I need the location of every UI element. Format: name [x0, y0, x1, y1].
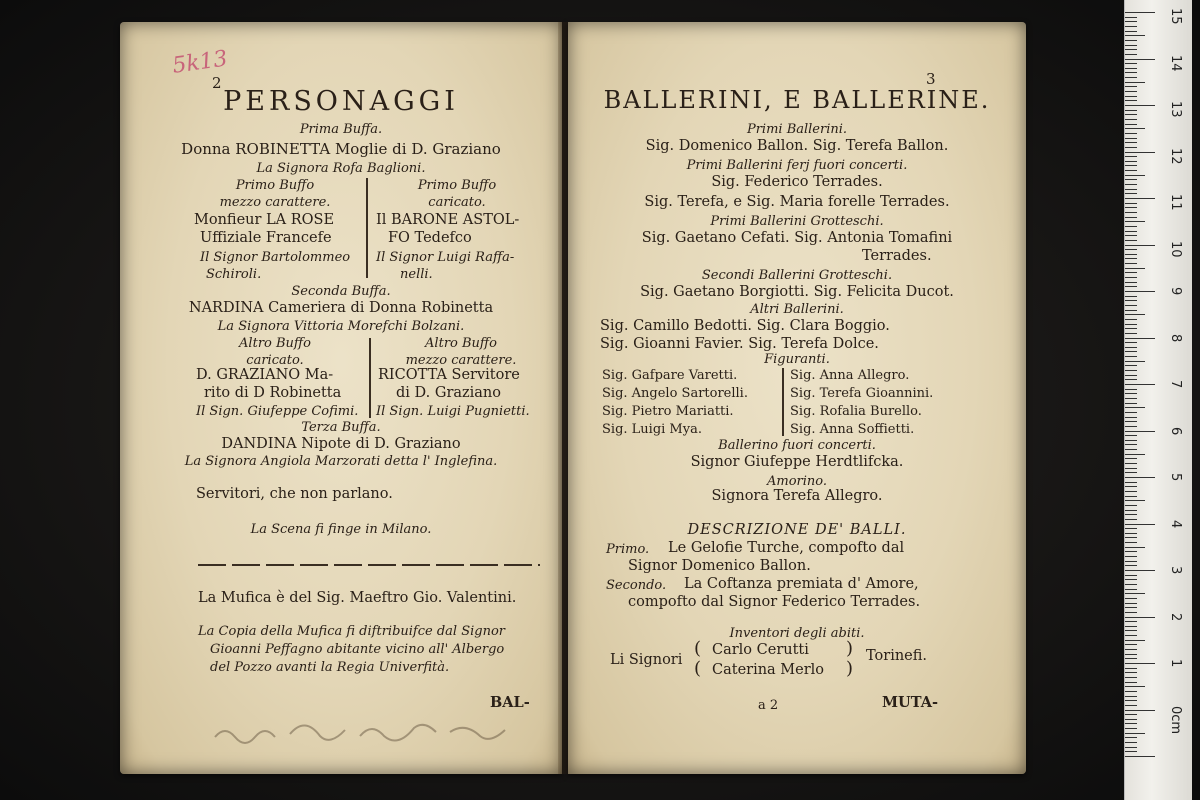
- ruler-tick: [1125, 165, 1137, 166]
- astolfo-line1: Il BARONE ASTOL-: [376, 212, 520, 228]
- ruler-number: 8: [1168, 333, 1183, 342]
- ruler-tick: [1125, 505, 1137, 506]
- altro-buffo-b: Altro Buffo: [425, 336, 497, 351]
- ruler-tick: [1125, 100, 1137, 101]
- ruler-tick: [1125, 231, 1137, 232]
- ruler-tick: [1125, 747, 1137, 748]
- ruler-tick: [1125, 449, 1137, 450]
- ruler-tick: [1125, 245, 1155, 246]
- ruler-tick: [1125, 593, 1145, 594]
- ruler-tick: [1125, 59, 1155, 60]
- ruler-tick: [1125, 640, 1145, 641]
- ruler-tick: [1125, 496, 1137, 497]
- ruler-number: 11: [1168, 194, 1183, 211]
- primi-line: Sig. Domenico Ballon. Sig. Terefa Ballon.: [645, 138, 949, 154]
- ruler-tick: [1125, 719, 1137, 720]
- actor-cofimi: Il Sign. Giufeppe Cofimi.: [196, 404, 359, 419]
- graziano-line1: D. GRAZIANO Ma-: [196, 367, 334, 383]
- actor-pugnietti: Il Sign. Luigi Pugnietti.: [376, 404, 530, 419]
- ruler-tick: [1125, 124, 1137, 125]
- inventore-1: Carlo Cerutti: [712, 642, 809, 658]
- ruler-tick: [1125, 417, 1137, 418]
- primo-label: Primo.: [606, 542, 650, 557]
- ruler-tick: [1125, 654, 1137, 655]
- ruler-tick: [1125, 128, 1145, 129]
- catchword-left: BAL-: [490, 694, 530, 711]
- ruler-tick: [1125, 710, 1155, 711]
- ruler-tick: [1125, 40, 1137, 41]
- figuranti-divider: [782, 368, 784, 436]
- ruler-tick: [1125, 742, 1137, 743]
- ruler-tick: [1125, 91, 1137, 92]
- ruler-tick: [1125, 68, 1137, 69]
- figurante-right-2: Sig. Terefa Gioannini.: [790, 386, 934, 401]
- ruler-tick: [1125, 630, 1137, 631]
- ruler-number: 10: [1168, 240, 1183, 258]
- ruler-tick: [1125, 133, 1137, 134]
- ruler-tick: [1125, 314, 1145, 315]
- ruler-tick: [1125, 570, 1155, 571]
- ruler-tick: [1125, 547, 1145, 548]
- ruler-tick: [1125, 626, 1137, 627]
- ruler-number: 0cm: [1168, 705, 1183, 734]
- mezzo-carattere-b: mezzo carattere.: [405, 353, 517, 368]
- ruler-tick: [1125, 45, 1137, 46]
- faded-signature-icon: [210, 712, 540, 752]
- left-page: [120, 22, 562, 774]
- primo-buffo-a: Primo Buffo: [235, 178, 315, 193]
- inventori-heading: Inventori degli abiti.: [729, 626, 865, 641]
- caricato-a: caricato.: [246, 353, 304, 368]
- ruler-tick: [1125, 737, 1137, 738]
- ruler-tick: [1125, 421, 1137, 422]
- ruler-tick: [1125, 217, 1137, 218]
- ruler-tick: [1125, 556, 1137, 557]
- ruler-tick: [1125, 589, 1137, 590]
- ruler-tick: [1125, 342, 1137, 343]
- ruler-tick: [1125, 426, 1137, 427]
- ruler-tick: [1125, 537, 1137, 538]
- ruler-tick: [1125, 431, 1155, 432]
- ruler-tick: [1125, 491, 1137, 492]
- ruler-tick: [1125, 565, 1137, 566]
- actor-luigi-raffa-1: Il Signor Luigi Raffa-: [376, 250, 515, 265]
- figurante-left-1: Sig. Gafpare Varetti.: [602, 368, 738, 383]
- seconda-buffa-heading: Seconda Buffa.: [291, 284, 391, 299]
- ruler-tick: [1125, 458, 1137, 459]
- ruler-tick: [1125, 723, 1137, 724]
- figurante-right-3: Sig. Rofalia Burello.: [790, 404, 922, 419]
- ruler-tick: [1125, 407, 1145, 408]
- ruler-tick: [1125, 393, 1137, 394]
- figuranti-heading: Figuranti.: [764, 352, 830, 367]
- ruler-tick: [1125, 179, 1137, 180]
- ruler-tick: [1125, 82, 1145, 83]
- ruler-tick: [1125, 705, 1137, 706]
- ruler-tick: [1125, 86, 1137, 87]
- ruler-tick: [1125, 356, 1137, 357]
- ricotta-line1: RICOTTA Servitore: [378, 367, 520, 383]
- servitori-line: Servitori, che non parlano.: [196, 486, 393, 502]
- ruler-tick: [1125, 403, 1137, 404]
- amorino-heading: Amorino.: [766, 474, 828, 489]
- ruler-tick: [1125, 751, 1137, 752]
- ruler-tick: [1125, 221, 1145, 222]
- ruler-tick: [1125, 584, 1137, 585]
- altri-heading: Altri Ballerini.: [750, 302, 844, 317]
- ruler-tick: [1125, 184, 1137, 185]
- ruler-number: 15: [1168, 8, 1183, 25]
- torinesi: Torinefi.: [866, 648, 928, 664]
- ruler-tick: [1125, 379, 1137, 380]
- descrizione-heading: DESCRIZIONE DE' BALLI.: [687, 522, 907, 538]
- favier-line: Sig. Gioanni Favier. Sig. Terefa Dolce.: [600, 336, 879, 352]
- ruler-tick: [1125, 598, 1137, 599]
- separator-rule: [198, 564, 540, 566]
- ruler-number: 5: [1168, 473, 1183, 482]
- figurante-left-4: Sig. Luigi Mya.: [602, 422, 702, 437]
- terza-buffa-heading: Terza Buffa.: [301, 420, 381, 435]
- ruler-tick: [1125, 365, 1137, 366]
- ruler-number: 12: [1168, 147, 1183, 165]
- ruler-tick: [1125, 310, 1137, 311]
- ruler-tick: [1125, 482, 1137, 483]
- ruler-tick: [1125, 477, 1155, 478]
- prima-buffa-heading: Prima Buffa.: [299, 122, 383, 137]
- terrades-federico: Sig. Federico Terrades.: [711, 174, 883, 190]
- mezzo-carattere-a: mezzo carattere.: [219, 195, 331, 210]
- primi-ballerini-heading: Primi Ballerini.: [746, 122, 848, 137]
- ruler-tick: [1125, 514, 1137, 515]
- caricato-b: caricato.: [428, 195, 486, 210]
- ruler-tick: [1125, 412, 1137, 413]
- ruler-tick: [1125, 524, 1155, 525]
- ruler-tick: [1125, 519, 1137, 520]
- ruler-tick: [1125, 324, 1137, 325]
- nardina-line: NARDINA Cameriera di Donna Robinetta: [188, 300, 494, 316]
- ruler-tick: [1125, 147, 1137, 148]
- page-title: PERSONAGGI: [223, 86, 459, 117]
- ruler-tick: [1125, 486, 1137, 487]
- ruler-tick: [1125, 454, 1145, 455]
- ruler-tick: [1125, 142, 1137, 143]
- ruler-tick: [1125, 272, 1137, 273]
- ruler-tick: [1125, 682, 1137, 683]
- ruler-tick: [1125, 254, 1137, 255]
- ruler-tick: [1125, 175, 1145, 176]
- stamp-mark-icon: [168, 42, 264, 78]
- astolfo-line2: FO Tedefco: [388, 230, 472, 246]
- ruler-tick: [1125, 300, 1137, 301]
- ruler-tick: [1125, 468, 1137, 469]
- ruler-tick: [1125, 138, 1137, 139]
- page-title-right: BALLERINI, E BALLERINE.: [603, 86, 991, 114]
- svg-text:5k13: 5k13: [170, 46, 230, 78]
- copia-line-2: Gioanni Peffagno abitante vicino all' Albergo: [210, 642, 505, 657]
- ruler-tick: [1125, 398, 1137, 399]
- ruler-tick: [1125, 277, 1137, 278]
- ruler-number: 9: [1168, 287, 1183, 296]
- figurante-right-4: Sig. Anna Soffietti.: [790, 422, 915, 437]
- ruler-tick: [1125, 528, 1137, 529]
- ruler-tick: [1125, 733, 1145, 734]
- ruler-tick: [1125, 668, 1137, 669]
- ruler-tick: [1125, 621, 1137, 622]
- ruler-tick: [1125, 440, 1137, 441]
- ruler-tick: [1125, 49, 1137, 50]
- open-paren-icon-2: (: [694, 658, 702, 679]
- ruler-tick: [1125, 663, 1155, 664]
- ruler-tick: [1125, 31, 1137, 32]
- ruler-tick: [1125, 110, 1137, 111]
- ruler-tick: [1125, 268, 1145, 269]
- ruler-number: 1: [1168, 659, 1183, 668]
- robinetta-actor: La Signora Rofa Baglioni.: [256, 161, 426, 176]
- actor-bartolommeo-1: Il Signor Bartolommeo: [200, 250, 351, 265]
- page-number-right: 3: [926, 70, 936, 88]
- ruler-tick: [1125, 551, 1137, 552]
- dandina-actor: La Signora Angiola Marzorati detta l' Inglefina.: [184, 454, 498, 469]
- ruler-tick: [1125, 607, 1137, 608]
- ruler-tick: [1125, 561, 1137, 562]
- ricotta-line2: di D. Graziano: [396, 385, 502, 401]
- ruler-tick: [1125, 12, 1155, 13]
- ruler-tick: [1125, 291, 1155, 292]
- ruler-tick: [1125, 198, 1155, 199]
- ruler-tick: [1125, 226, 1137, 227]
- figurante-left-3: Sig. Pietro Mariatti.: [602, 404, 734, 419]
- open-paren-icon: (: [694, 638, 702, 659]
- ruler-tick: [1125, 96, 1137, 97]
- ruler-tick: [1125, 240, 1137, 241]
- ruler-tick: [1125, 728, 1137, 729]
- cefati-line: Sig. Gaetano Cefati. Sig. Antonia Tomafini: [641, 230, 953, 246]
- page-number: 2: [212, 74, 222, 92]
- borgiotti-line: Sig. Gaetano Borgiotti. Sig. Felicita Ducot.: [640, 284, 954, 300]
- ruler-tick: [1125, 258, 1137, 259]
- ruler-tick: [1125, 575, 1137, 576]
- dandina-line: DANDINA Nipote di D. Graziano: [221, 436, 461, 452]
- grotteschi-heading: Primi Ballerini Grotteschi.: [710, 214, 884, 229]
- ruler-tick: [1125, 235, 1137, 236]
- robinetta-line: Donna ROBINETTA Moglie di D. Graziano: [181, 140, 501, 158]
- copia-line-3: del Pozzo avanti la Regia Univerfità.: [210, 660, 450, 675]
- ruler-tick: [1125, 644, 1137, 645]
- serj-heading: Primi Ballerini ferj fuori concerti.: [686, 158, 908, 173]
- ruler-tick: [1125, 338, 1155, 339]
- ruler-number: 13: [1168, 101, 1183, 118]
- ruler-tick: [1125, 691, 1137, 692]
- right-page: [568, 22, 1026, 774]
- ruler-tick: [1125, 54, 1137, 55]
- ruler-tick: [1125, 472, 1137, 473]
- ruler-tick: [1125, 207, 1137, 208]
- scena-line: La Scena fi finge in Milano.: [250, 522, 432, 537]
- ruler-tick: [1125, 189, 1137, 190]
- la-rose-line2: Uffiziale Francefe: [200, 230, 332, 246]
- ruler-tick: [1125, 444, 1137, 445]
- primo-text: Le Gelofie Turche, compofto dal: [668, 540, 905, 556]
- ruler-tick: [1125, 510, 1137, 511]
- primo-text2: Signor Domenico Ballon.: [628, 558, 811, 574]
- ruler-tick: [1125, 658, 1137, 659]
- ruler-tick: [1125, 500, 1145, 501]
- close-paren-icon: ): [846, 638, 854, 659]
- secondo-text: La Coftanza premiata d' Amore,: [684, 576, 919, 592]
- ruler-tick: [1125, 319, 1137, 320]
- ruler-tick: [1125, 579, 1137, 580]
- column-divider-2: [369, 338, 371, 418]
- actor-bartolommeo-2: Schiroli.: [206, 267, 262, 282]
- ruler-tick: [1125, 17, 1137, 18]
- ruler-tick: [1125, 677, 1137, 678]
- ruler-tick: [1125, 635, 1137, 636]
- ruler-tick: [1125, 249, 1137, 250]
- secondo-text2: compofto dal Signor Federico Terrades.: [628, 594, 921, 610]
- library-stamp: [168, 42, 264, 78]
- ruler-tick: [1125, 105, 1155, 106]
- ruler-tick: [1125, 617, 1155, 618]
- ruler-tick: [1125, 384, 1155, 385]
- ruler-tick: [1125, 193, 1137, 194]
- ruler-tick: [1125, 389, 1137, 390]
- ruler-tick: [1125, 114, 1137, 115]
- ruler-tick: [1125, 714, 1137, 715]
- ruler-tick: [1125, 375, 1137, 376]
- ruler-tick: [1125, 63, 1137, 64]
- sorelle-line: Sig. Terefa, e Sig. Maria forelle Terrades.: [644, 194, 950, 210]
- ruler-tick: [1125, 533, 1137, 534]
- ruler-tick: [1125, 77, 1137, 78]
- ruler-tick: [1125, 156, 1137, 157]
- ruler-tick: [1125, 35, 1145, 36]
- ruler-tick: [1125, 603, 1137, 604]
- la-rose-line1: Monfieur LA ROSE: [194, 212, 335, 228]
- secondo-label: Secondo.: [606, 578, 667, 593]
- ruler-tick: [1125, 21, 1137, 22]
- ruler-tick: [1125, 649, 1137, 650]
- ruler-tick: [1125, 435, 1137, 436]
- primo-buffo-b: Primo Buffo: [417, 178, 497, 193]
- ruler-tick: [1125, 282, 1137, 283]
- ruler-tick: [1125, 119, 1137, 120]
- herdtlifcka-line: Signor Giufeppe Herdtlifcka.: [690, 454, 904, 470]
- ruler-tick: [1125, 696, 1137, 697]
- altro-buffo-a: Altro Buffo: [239, 336, 311, 351]
- ruler-number: 4: [1168, 519, 1183, 528]
- bedotti-line: Sig. Camillo Bedotti. Sig. Clara Boggio.: [600, 318, 890, 334]
- actor-luigi-raffa-2: nelli.: [400, 267, 433, 282]
- ruler-number: 6: [1168, 426, 1183, 435]
- figurante-left-2: Sig. Angelo Sartorelli.: [602, 386, 748, 401]
- ruler-tick: [1125, 72, 1137, 73]
- measuring-ruler: [1124, 0, 1192, 800]
- close-paren-icon-2: ): [846, 658, 854, 679]
- musica-line: La Mufica è del Sig. Maeftro Gio. Valentini.: [198, 590, 517, 606]
- ruler-tick: [1125, 370, 1137, 371]
- ruler-tick: [1125, 333, 1137, 334]
- ruler-tick: [1125, 756, 1155, 757]
- ruler-tick: [1125, 170, 1137, 171]
- fuori-heading: Ballerino fuori concerti.: [718, 438, 876, 453]
- ruler-tick: [1125, 203, 1137, 204]
- copia-line-1: La Copia della Mufica fi diftribuifce dal Signor: [198, 624, 506, 639]
- ruler-tick: [1125, 672, 1137, 673]
- ruler-tick: [1125, 296, 1137, 297]
- ruler-tick: [1125, 305, 1137, 306]
- ruler-tick: [1125, 463, 1137, 464]
- ruler-number: 14: [1168, 54, 1183, 72]
- ruler-tick: [1125, 686, 1145, 687]
- secondi-heading: Secondi Ballerini Grotteschi.: [701, 268, 893, 283]
- li-signori: Li Signori: [610, 652, 683, 668]
- ruler-number: 3: [1168, 566, 1183, 575]
- ruler-tick: [1125, 361, 1145, 362]
- ruler-tick: [1125, 700, 1137, 701]
- ruler-tick: [1125, 612, 1137, 613]
- ruler-tick: [1125, 542, 1137, 543]
- ruler-tick: [1125, 286, 1137, 287]
- column-divider: [366, 178, 368, 278]
- ruler-tick: [1125, 26, 1137, 27]
- catchword-right: MUTA-: [882, 694, 938, 711]
- ruler-tick: [1125, 263, 1137, 264]
- ruler-tick: [1125, 212, 1137, 213]
- figurante-right-1: Sig. Anna Allegro.: [790, 368, 910, 383]
- ruler-tick: [1125, 161, 1137, 162]
- signature-mark: a 2: [758, 698, 779, 713]
- ruler-tick: [1125, 351, 1137, 352]
- amorino-name: Signora Terefa Allegro.: [711, 488, 883, 504]
- ruler-number: 7: [1168, 380, 1183, 389]
- ruler-tick: [1125, 328, 1137, 329]
- ruler-tick: [1125, 347, 1137, 348]
- ruler-number: 2: [1168, 612, 1183, 621]
- cefati-line2: Terrades.: [862, 248, 932, 264]
- ruler-tick: [1125, 152, 1155, 153]
- inventore-2: Caterina Merlo: [712, 662, 825, 678]
- nardina-actor: La Signora Vittoria Morefchi Bolzani.: [217, 319, 465, 334]
- graziano-line2: rito di D Robinetta: [204, 385, 342, 401]
